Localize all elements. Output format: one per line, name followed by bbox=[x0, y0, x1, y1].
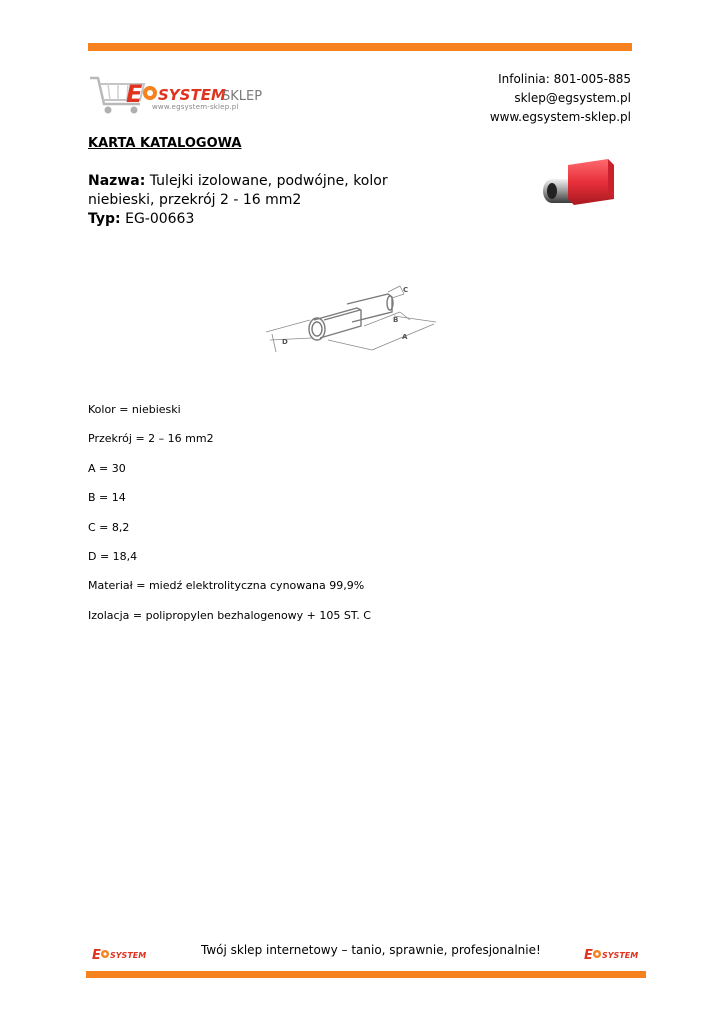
dimension-label-a: A bbox=[402, 333, 408, 341]
svg-text:SYSTEM: SYSTEM bbox=[602, 951, 639, 960]
name-value: Tulejki izolowane, podwójne, kolor niebieski, przekrój 2 - 16 mm2 bbox=[88, 173, 388, 208]
contact-info bbox=[490, 70, 631, 127]
svg-text:SYSTEM: SYSTEM bbox=[158, 86, 226, 104]
email-link[interactable]: sklep@egsystem.pl bbox=[514, 91, 631, 105]
type-label: Typ: bbox=[88, 211, 121, 227]
dimension-label-c: C bbox=[403, 286, 409, 294]
spec-color: Kolor = niebieski bbox=[88, 403, 181, 416]
svg-text:E: E bbox=[92, 948, 101, 962]
product-image bbox=[538, 155, 620, 211]
product-name-block bbox=[88, 172, 458, 229]
type-value: EG-00663 bbox=[125, 211, 195, 227]
footer-orange-bar bbox=[86, 971, 646, 978]
egsystem-sklep-logo[interactable] bbox=[88, 72, 278, 120]
hotline-text: Infolinia: 801-005-885 bbox=[498, 72, 631, 86]
header-orange-bar bbox=[88, 43, 632, 51]
footer-slogan: Twój sklep internetowy – tanio, sprawnie, profesjonalnie! bbox=[201, 943, 541, 957]
footer-logo-left bbox=[92, 946, 154, 962]
dimension-label-b: B bbox=[393, 316, 399, 324]
spec-d: D = 18,4 bbox=[88, 549, 138, 563]
ferrule-dimension-diagram bbox=[262, 282, 442, 356]
logo-url-text: www.egsystem-sklep.pl bbox=[152, 103, 239, 111]
specifications-list bbox=[88, 403, 371, 638]
name-label: Nazwa: bbox=[88, 173, 146, 189]
footer-logo-right bbox=[584, 946, 646, 962]
spec-cross-section: Przekrój = 2 – 16 mm2 bbox=[88, 432, 214, 446]
dimension-label-d: D bbox=[282, 338, 288, 346]
svg-text:SYSTEM: SYSTEM bbox=[110, 951, 147, 960]
spec-b: B = 14 bbox=[88, 491, 126, 505]
spec-material: Materiał = miedź elektrolityczna cynowana 99,9% bbox=[88, 579, 365, 593]
svg-text:E: E bbox=[584, 948, 593, 962]
website-link[interactable]: www.egsystem-sklep.pl bbox=[489, 110, 631, 124]
svg-text:SKLEP: SKLEP bbox=[222, 89, 263, 104]
document-title: KARTA KATALOGOWA bbox=[88, 136, 242, 151]
cart-logo-icon bbox=[88, 72, 278, 120]
spec-c: C = 8,2 bbox=[88, 520, 130, 534]
spec-insulation: Izolacja = polipropylen bezhalogenowy + 105 ST. C bbox=[88, 608, 371, 622]
svg-text:E: E bbox=[126, 80, 143, 108]
spec-a: A = 30 bbox=[88, 461, 126, 475]
